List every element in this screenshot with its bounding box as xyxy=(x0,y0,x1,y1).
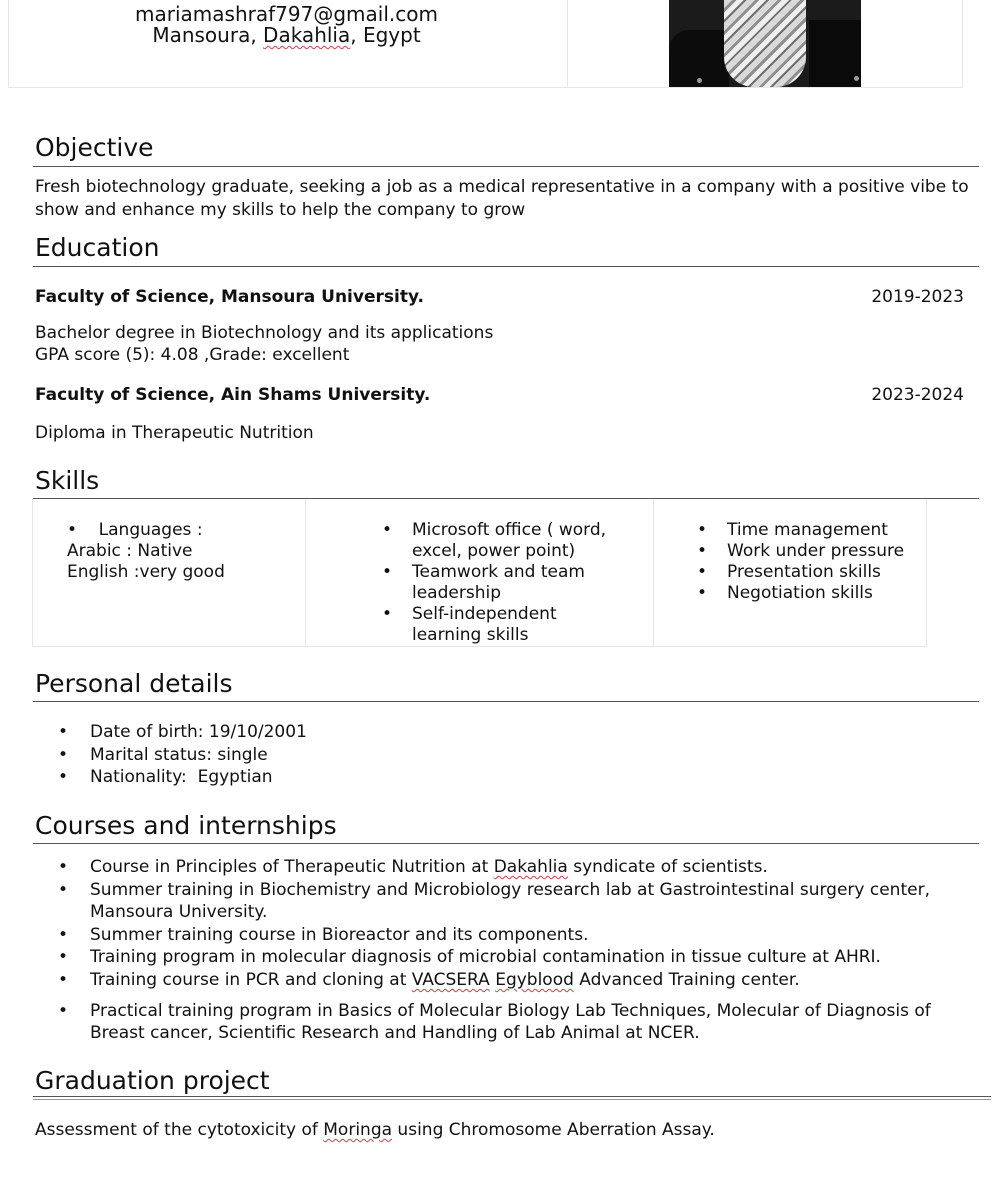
course-item: • Training program in molecular diagnosis of microbial contamination in tissue culture at AHRI. xyxy=(90,946,970,969)
personal-list xyxy=(90,721,307,789)
objective-line-1: Fresh biotechnology graduate, seeking a job as a medical representative in a company with a positive vibe to xyxy=(35,177,969,197)
skills-soft-list xyxy=(727,520,904,604)
education-detail-1a: Bachelor degree in Biotechnology and its applications xyxy=(35,323,494,343)
education-institution-2: Faculty of Science, Ain Shams University. xyxy=(35,385,431,405)
course-item: • Summer training in Biochemistry and Microbiology research lab at Gastrointestinal surgery center, Mansoura University. xyxy=(90,879,970,924)
skills-technical-list xyxy=(412,520,606,646)
course-item: • Practical training program in Basics of Molecular Biology Lab Techniques, Molecular of Diagnosis of Breast cancer, Scientific Research and Handling of Lab Animal at NCER. xyxy=(90,1000,970,1045)
skills-soft-item: • Work under pressure xyxy=(727,541,904,562)
education-rule xyxy=(33,266,979,267)
course-item: • Training course in PCR and cloning at VACSERA Egyblood Advanced Training center. xyxy=(90,969,970,992)
skills-languages-label: Languages : xyxy=(98,520,203,540)
skills-cell-soft xyxy=(653,499,927,647)
location-city: Mansoura, xyxy=(152,23,264,47)
objective-line-2: show and enhance my skills to help the company to grow xyxy=(35,200,526,220)
education-heading: Education xyxy=(35,233,160,262)
graduation-text: Assessment of the cytotoxicity of Moringa using Chromosome Aberration Assay. xyxy=(35,1120,715,1140)
personal-item-marital: • Marital status: single xyxy=(90,744,307,767)
course-item: • Summer training course in Bioreactor and its components. xyxy=(90,924,970,947)
education-years-1: 2019-2023 xyxy=(871,287,964,307)
education-years-2: 2023-2024 xyxy=(871,385,964,405)
courses-list xyxy=(90,856,970,1045)
contact-email[interactable]: mariamashraf797@gmail.com xyxy=(135,2,438,26)
education-detail-1b: GPA score (5): 4.08 ,Grade: excellent xyxy=(35,345,350,365)
course-item: • Course in Principles of Therapeutic Nutrition at Dakahlia syndicate of scientists. xyxy=(90,856,970,879)
skills-cell-languages xyxy=(32,499,306,647)
skills-technical-item: • Self-independent learning skills xyxy=(412,604,606,646)
skills-technical-item: • Microsoft office ( word, excel, power point) xyxy=(412,520,606,562)
personal-item-dob: • Date of birth: 19/10/2001 xyxy=(90,721,307,744)
objective-rule xyxy=(33,166,979,167)
skills-language-arabic: Arabic : Native xyxy=(67,541,193,561)
graduation-heading: Graduation project xyxy=(35,1066,270,1095)
skills-cell-technical xyxy=(305,499,654,647)
skills-language-english: English :very good xyxy=(67,562,225,582)
education-institution-1: Faculty of Science, Mansoura University. xyxy=(35,287,424,307)
skills-technical-item: • Teamwork and team leadership xyxy=(412,562,606,604)
skills-soft-item: • Presentation skills xyxy=(727,562,904,583)
skills-languages-item: • Languages : xyxy=(67,520,203,540)
location-country: , Egypt xyxy=(350,23,421,47)
graduation-rule-1 xyxy=(33,1096,991,1097)
skills-heading: Skills xyxy=(35,466,100,495)
courses-rule xyxy=(33,843,979,844)
objective-heading: Objective xyxy=(35,133,154,162)
profile-photo xyxy=(669,0,861,87)
skills-soft-item: • Time management xyxy=(727,520,904,541)
personal-rule xyxy=(33,701,979,702)
skills-table xyxy=(32,499,927,647)
graduation-rule-2 xyxy=(33,1099,991,1100)
courses-heading: Courses and internships xyxy=(35,811,337,840)
personal-item-nationality: • Nationality: Egyptian xyxy=(90,766,307,789)
contact-location xyxy=(0,24,573,46)
personal-heading: Personal details xyxy=(35,669,233,698)
education-detail-2a: Diploma in Therapeutic Nutrition xyxy=(35,423,314,443)
location-region: Dakahlia xyxy=(263,23,351,47)
skills-soft-item: • Negotiation skills xyxy=(727,583,904,604)
